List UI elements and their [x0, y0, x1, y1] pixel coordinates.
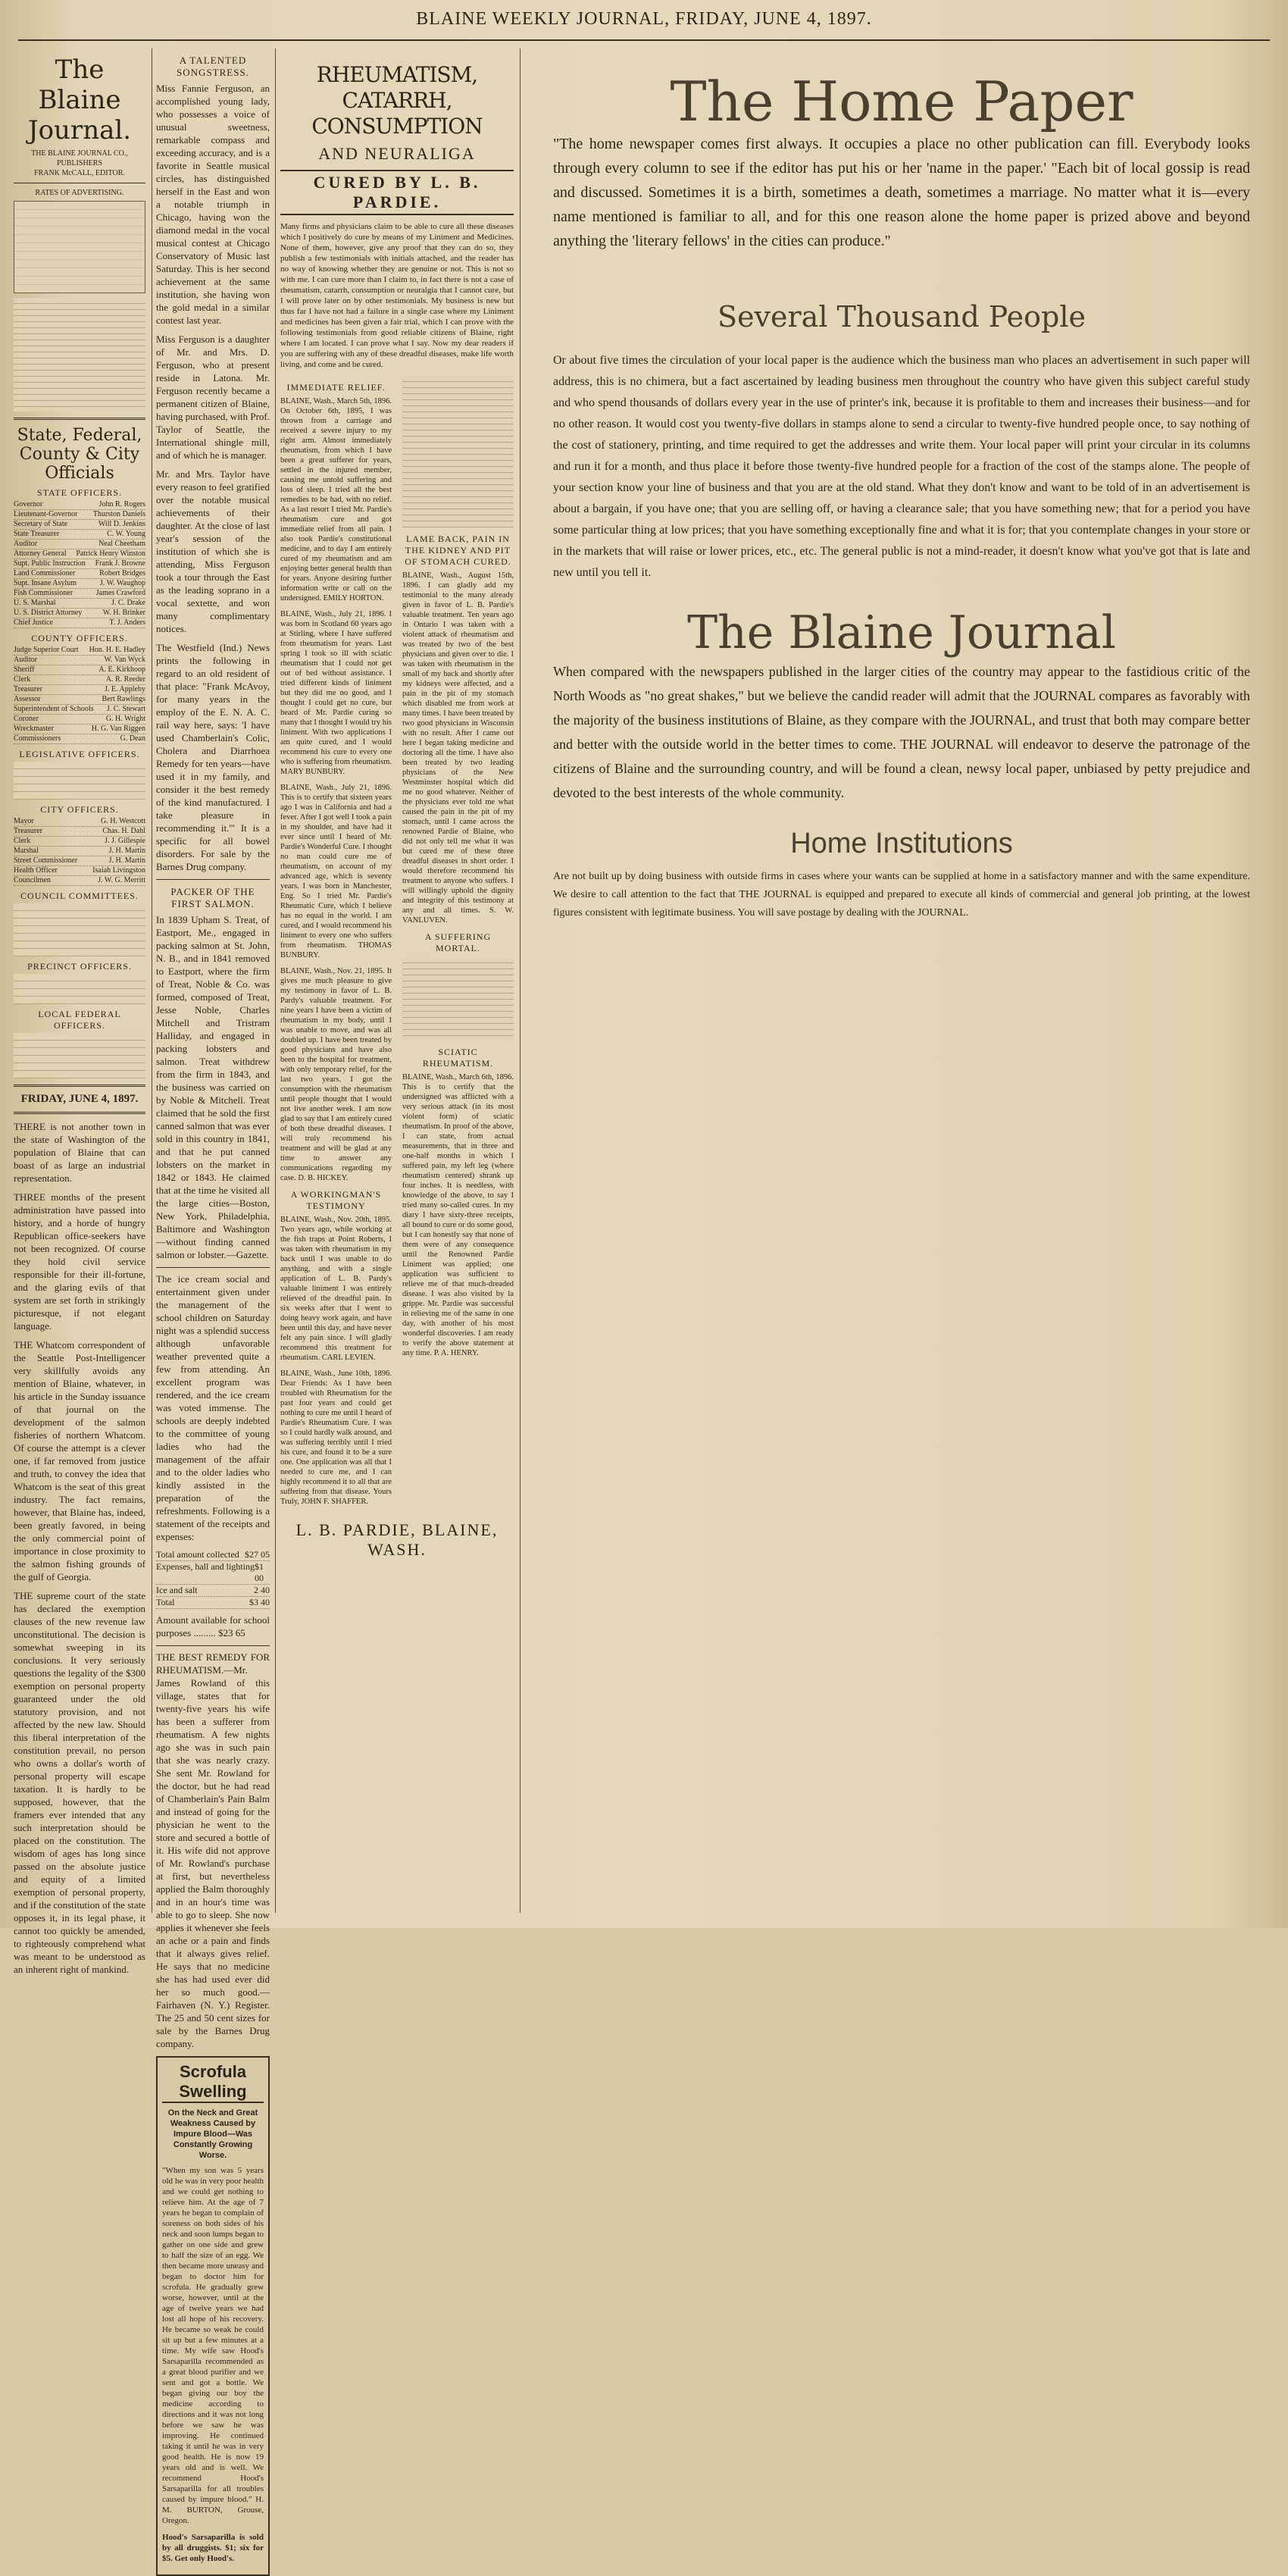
legislative-officers-heading: LEGISLATIVE OFFICERS.	[19, 749, 140, 759]
paper-title: The Blaine Journal.	[27, 55, 132, 146]
office-row: Mayor G. H. Westcott	[14, 817, 145, 825]
office-row: Councilmen J. W. G. Merritt	[14, 876, 145, 884]
committees-list	[14, 903, 145, 956]
legislative-list	[14, 762, 145, 800]
testimonial-heading: A SUFFERING MORTAL.	[424, 931, 492, 953]
ad-title: Scrofula Swelling	[162, 2062, 264, 2103]
ad-subheadline: AND NEURALIGA	[318, 144, 476, 163]
receipts-table	[156, 1549, 270, 1609]
office-row: Coroner G. H. Wright	[14, 715, 145, 723]
office-row: Wreckmaster H. G. Van Riggen	[14, 725, 145, 733]
office-row: Fish Commissioner James Crawford	[14, 589, 145, 597]
office-row: Marshal J. H. Martin	[14, 847, 145, 855]
blaine-journal-heading: The Blaine Journal	[687, 606, 1116, 659]
rates-heading: RATES OF ADVERTISING.	[35, 189, 124, 197]
office-row: U. S. District Attorney W. H. Brinker	[14, 609, 145, 617]
divider	[156, 1645, 270, 1646]
home-paper-quote: "The home newspaper comes first always. It occupies a place no other publication can fill. Everybody looks through every column to see if the editor has put his or her 'name in the paper.' "Each bit of local gossip is read and discussed. Sometimes it is a birth, sometimes a death, sometimes a marriage. No matter what it is—every name mentioned is familiar to all, and for this one reason alone the home paper is prized above and beyond anything the 'literary fellows' in the cities can produce."	[553, 136, 1250, 249]
article-paragraph: Miss Ferguson is a daughter of Mr. and Mrs. D. Ferguson, who at present reside in Latona. Mr. Ferguson recently became a permanent citizen of Blaine, having purchased, with Prof. Taylor of Seattle, the International shingle mill, and of which he is manager.	[156, 333, 270, 461]
office-row: Treasurer J. E. Appleby	[14, 685, 145, 693]
testimonial-column-right	[402, 376, 514, 1513]
ad-intro: Many firms and physicians claim to be able to cure all these diseases which I positively do cure by means of my Liniment and Medicines. None of them, however, give any proof that they can do so, they publish a few testimonials with initials attached, and the reader has no way of knowing whether they are genuine or not. This is not so with me. I can cure more than I claim to, in fact there is not a case of rheumatism, catarrh, consumption or neuralgia that I cannot cure, but I will prove later on by other testimonials. My business is new but thus far I have not had a failure in a single case where my Liniment and medicines has been given a fair trial, which I can prove with the following testimonials from good reliable citizens of Blaine, right where I am located. I can prove what I say. Now my dear readers if you are suffering with any of these dreadful diseases, make life worth living, and come and be cured.	[280, 222, 514, 369]
divider	[14, 1112, 145, 1114]
testimonial-columns	[280, 376, 514, 1513]
several-thousand-heading: Several Thousand People	[717, 300, 1086, 333]
office-row: Clerk A. R. Reeder	[14, 675, 145, 684]
office-row: Supt. Insane Asylum J. W. Waughop	[14, 579, 145, 587]
home-institutions-body: Are not built up by doing business with outside firms in cases where your wants can be supplied at home in a satisfactory manner and with the same expenditure. We desire to call attention to the fact that THE JOURNAL is equipped and prepared to execute all kinds of commercial and general job printing, at the lowest figures consistent with legitimate business. You will save postage by dealing with the JOURNAL.	[553, 871, 1250, 919]
ad-headline: RHEUMATISM, CATARRH, CONSUMPTION	[311, 62, 483, 139]
testimonial: BLAINE, Wash., Nov. 20th, 1895. Two years ago, while working at the fish traps at Point Roberts, I was taken with rheumatism in my back until I was unable to do anything, and with a single application of L. B. Pardy's valuable liniment I was entirely relieved of the dreadful pain. In six weeks after that I went to doing heavy work again, and have been until this day, and have never felt any pain since. I will gladly recommend this treatment for rheumatism. CARL LEVIEN.	[280, 1216, 392, 1362]
office-row: Auditor W. Van Wyck	[14, 656, 145, 664]
office-row: Treasurer Chas. H. Dahl	[14, 827, 145, 835]
scrofula-advertisement	[156, 2056, 270, 2576]
office-row: Health Officer Isaiah Livingston	[14, 866, 145, 875]
testimonial: BLAINE, Wash., June 10th, 1896. Dear Friends: As I have been troubled with Rheumatism for the past four years and could get nothing to cure me until I heard of Pardie's Rheumatism Cure. I was so I could hardly walk around, and was suffering terribly until I tried his cure, and found it to be a sure one. One application was all that I needed to cure me, and I can highly recommend it to all that are suffering from that disease. Yours Truly, JOHN F. SHAFFER.	[280, 1369, 392, 1506]
precinct-list	[14, 974, 145, 1004]
several-thousand-body: Or about five times the circulation of your local paper is the audience which the business man who places an advertisement in such paper will address, this is no chimera, but a fact ascertained by leading business men throughout the country who have given this subject careful study and who spend thousands of dollars every year in the use of printer's ink, because it is profitable to them and increases their business—and for no other reason. It would cost you twenty-five dollars in stamps alone to send a circular to twenty-five hundred people once, to say nothing of the cost of stationery, printing, and time required to get the addresses and write them. Your local paper will print your circular in its columns and run it for a month, and thus place it before those twenty-five hundred people for a fraction of the cost of the stamps alone. The people of your section know your line of business and that you are at the old stand. What they don't know and want to be told of in an advertisement is about a bargain, if you have one; that you are selling off, or having a clearance sale; that you have something new; that for a period you have some particular thing at low prices; that you have something exceptionally fine and what it is for; that you contemplate changes in your store or in the markets that will raise or lower prices, etc., etc. The general public is not a mind-reader, it doesn't know what you've got that is late and new until you tell it.	[553, 354, 1250, 579]
office-row: Sheriff A. E. Kirkhoop	[14, 665, 145, 674]
testimonial-heading: IMMEDIATE RELIEF.	[286, 382, 386, 393]
office-row: Clerk J. J. Gillespie	[14, 837, 145, 845]
article-paragraph: Mr. and Mrs. Taylor have every reason to feel gratified over the notable musical achievements of their daughter. At the close of last year's session of the institution of which she is attending, Miss Ferguson took a tour through the East as the leading soprano in a vocal sextette, and won many complimentary notices.	[156, 468, 270, 634]
office-row: Superintendent of Schools J. C. Stewart	[14, 705, 145, 713]
publisher-line: THE BLAINE JOURNAL CO., PUBLISHERS	[31, 149, 128, 167]
testimonial: BLAINE, Wash., July 21, 1896. I was born in Scotland 60 years ago at Stirling, where I have suffered from rheumatism for years. Last spring I took so ill with sciatic rheumatism that I could not get out of bed without assistance. I tried different kinds of liniment but they did me no good, and I thought I could get no cure, but heard of Mr. Pardie curing so many that I thought I would try his liniment. With two applications I am quite cured, and I would recommend his cure to every one who is suffering from rheumatism. MARY BUNBURY.	[280, 610, 392, 776]
council-committees-heading: COUNCIL COMMITTEES.	[20, 890, 139, 901]
rates-table	[14, 201, 145, 293]
masthead-rule	[18, 39, 1270, 41]
column-2	[156, 49, 270, 2563]
office-row: Chief Justice T. J. Anders	[14, 618, 145, 627]
office-row: Commissioners G. Dean	[14, 734, 145, 743]
testimonial: BLAINE, Wash., Nov. 21, 1895. It gives me much pleasure to give my testimony in favor of L. B. Pardy's valuable treatment. For nine years I have been a victim of rheumatism in my body, until I was unable to move, and was all doubled up. I have been treated by good physicians and have also been to the hospital for treatment, with only temporary relief, for the last two years. I got the consumption with the rheumatism until people thought that I would not live another week. I am now glad to say that I am entirely cured of both these dreadful diseases. I will truly recommend his treatment and will be glad at any time to answer any communications regarding my case. D. B. HICKEY.	[280, 967, 392, 1182]
precinct-officers-heading: PRECINCT OFFICERS.	[27, 961, 132, 972]
article-paragraph: The Westfield (Ind.) News prints the following in regard to an old resident of that place: "Frank McAvoy, for many years in the employ of the E. N. A. C. rail way here, says: 'I have used Chamberlain's Colic, Cholera and Diarrhoea Remedy for ten years—have used it in my family, and consider it the best remedy of the kind manufactured. I take pleasure in recommending it.'" It is a specific for all bowel disorders. For sale by the Barnes Drug company.	[156, 642, 270, 872]
office-row: Supt. Public Instruction Frank J. Browne	[14, 559, 145, 568]
city-officers-heading: CITY OFFICERS.	[40, 804, 119, 815]
city-officers-list	[14, 817, 145, 886]
state-officers-list	[14, 500, 145, 628]
ad-subtitle: On the Neck and Great Weakness Caused by Impure Blood—Was Constantly Growing Worse.	[167, 2108, 258, 2160]
article-paragraph: In 1839 Upham S. Treat, of Eastport, Me., engaged in packing salmon at St. John, N. B., and in 1841 removed to Eastport, where the firm of Treat, Noble & Co. was formed, composed of Treat, Jesse Noble, Charles Mitchell and Tristram Halliday, and engaged in packing lobsters and salmon. Treat withdrew from the firm in 1843, and the business was carried on by Noble & Mitchell. Treat claimed that he sold the first canned salmon that was ever sold in this country in 1841, and that he put canned lobsters on the market in 1842 or 1843. He claimed that at the time he visited all the large cities—Boston, New York, Philadelphia, Baltimore and Washington—without finding canned salmon or lobster.—Gazette.	[156, 914, 270, 1260]
fine-print-testimonial	[402, 957, 514, 1041]
testimonial-heading: LAME BACK, PAIN IN THE KIDNEY AND PIT OF STOMACH CURED.	[405, 534, 511, 567]
office-row: U. S. Marshal J. C. Drake	[14, 599, 145, 607]
article-heading: A TALENTED SONGSTRESS.	[177, 55, 249, 78]
ad-cured-banner: CURED BY L. B. PARDIE.	[280, 170, 514, 215]
divider	[14, 1085, 145, 1087]
article-paragraph: Amount available for school purposes ......... $23 65	[156, 1614, 270, 1639]
divider	[156, 1267, 270, 1268]
testimonial: BLAINE, Wash., March 6th, 1896. This is to certify that the undersigned was afflicted with a very serious attack (in its most violent form) of sciatic rheumatism. In proof of the above, I can state, from actual measurements, that in three and one-half months in which I suffered pain, my left leg (where rheumatism centered) shrank up four inches. It is needless, with knowledge of the above, to say I tried many so-called cures. In my diary I have sixty-three receipts, all bound to cure or do some good, but I can honestly say that none of them were of any consequence until the Renowned Pardie Liniment was applied; one application was sufficient to relieve me of that much-dreaded disease. I was also visited by la grippe. Mr. Pardie was successful in relieving me of the same in one day, with another of his most wonderful discoveries. I am ready to verify the above statement at any time. P. A. HENRY.	[402, 1073, 514, 1357]
office-row: Land Commissioner Robert Bridges	[14, 569, 145, 577]
article-heading: PACKER OF THE FIRST SALMON.	[170, 886, 255, 909]
receipt-row: Total amount collected $27 05	[156, 1549, 270, 1560]
ad-body: "When my son was 5 years old he was in very poor health and we could get nothing to relieve him. At the age of 7 years he began to complain of soreness on both sides of his neck and soon lumps began to gather on one side and grew to half the size of an egg. We then became more uneasy and began to doctor him for scrofula. He gradually grew worse, however, until at the age of twelve years we had lost all hope of his recovery. He became so weak he could sit up but a few minutes at a time. My wife saw Hood's Sarsaparilla recommended as a great blood purifier and we sent and got a bottle. We began giving our boy the medicine according to directions and it was not long before we saw he was improving. He continued taking it until he was in very good health. He is now 19 years old and is well. We recommend Hood's Sarsaparilla for all troubles caused by impure blood." H. M. BURTON, Grouse, Oregon.	[162, 2166, 264, 2525]
receipt-row: Expenses, hall and lighting $1 00	[156, 1561, 270, 1585]
blaine-journal-body: When compared with the newspapers published in the larger cities of the country may appear to the fastidious critic of the North Woods as "no great shakes," but we believe the candid reader will admit that the JOURNAL compares as favorably with the majority of the business institutions of Blaine, as they compare with the JOURNAL, and trust that both may compare better and better with the outside world in the better times to come. THE JOURNAL will endeavor to deserve the patronage of the citizens of Blaine and the surrounding country, and will be found a clean, newsy local paper, unbiased by petty prejudice and devoted to the best interests of the whole community.	[553, 664, 1250, 800]
office-row: Auditor Neal Cheetham	[14, 540, 145, 548]
office-row: Secretary of State Will D. Jenkins	[14, 520, 145, 528]
fine-print-testimonials	[402, 376, 514, 527]
editorial-paragraph: THREE months of the present administration have passed into history, and a horde of hungry Republican office-seekers have not been recognized. Of course they hold civil service responsible for their ill-fortune, and the glaring evils of that system are set forth in strikingly picturesque, if not elegant language.	[14, 1191, 145, 1332]
article-paragraph: THE BEST REMEDY FOR RHEUMATISM.—Mr. James Rowland of this village, states that for twenty-five years his wife has been a sufferer from rheumatism. A few nights ago she was in such pain that she was nearly crazy. She sent Mr. Rowland for the doctor, but he had read of Chamberlain's Pain Balm and instead of going for the physician he went to the store and secured a bottle of it. His wife did not approve of Mr. Rowland's purchase at first, but nevertheless applied the Balm thoroughly and in an hour's time was able to go to sleep. She now applies it whenever she feels an ache or a pain and finds that it always gives relief. He says that no medicine she has had used ever did her so much good.—Fairhaven (N. Y.) Register. The 25 and 50 cent sizes for sale by the Barnes Drug company.	[156, 1651, 270, 2049]
office-row: Lieutenant-Governor Thurston Daniels	[14, 510, 145, 518]
dateline: FRIDAY, JUNE 4, 1897.	[20, 1093, 139, 1105]
article-paragraph: Miss Fannie Ferguson, an accomplished young lady, who possesses a voice of unusual sweetness, remarkable compass and exceeding accuracy, and is a favorite in Seattle musical circles, has distinguished herself in the East and won a notable triumph in Chicago, having won the diamond medal in the vocal musical contest at Chicago Conservatory of Music last Saturday. This is her second achievement at the same institution, she having won the gold medal in a similar contest last year.	[156, 83, 270, 326]
county-officers-heading: COUNTY OFFICERS.	[31, 633, 128, 643]
column-4	[530, 49, 1273, 1913]
editorial-paragraph: THE Whatcom correspondent of the Seattle Post-Intelligencer very skillfully avoids any mention of Blaine, whatever, in his article in the Sunday issuance of that journal on the development of the salmon fisheries of northern Whatcom. Of course the attempt is a clever one, if far removed from justice and truth, to convey the idea that Whatcom is the seat of this great industry. The fact remains, however, that Blaine has, indeed, been greatly favored, in being the only commercial point of importance in close proximity to the salmon fishing grounds of the gulf of Georgia.	[14, 1339, 145, 1582]
ad-footer-name: L. B. PARDIE, BLAINE, WASH.	[295, 1520, 499, 1559]
column-rule	[275, 49, 276, 1913]
officials-heading: State, Federal, County & City Officials	[17, 426, 142, 483]
column-rule	[520, 49, 521, 1913]
article-paragraph: The ice cream social and entertainment given under the management of the school children on Saturday night was a splendid success although unfavorable weather prevented quite a few from attending. An excellent program was rendered, and the ice cream was voted immense. The schools are deeply indebted to the committee of young ladies who had the management of the affair and to the older ladies who kindly assisted in the preparation of the refreshments. Following is a statement of the receipts and expenses:	[156, 1273, 270, 1542]
testimonial: BLAINE, Wash., August 15th, 1896. I can gladly add my testimonial to the many already given in favor of L. B. Pardie's valuable treatment. Ten years ago in Ontario I was taken with a violent attack of rheumatism and was treated by two of the best physicians and given over to die. I was taken with rheumatism in the small of my back and shortly after my kidneys were affected, and a pain in the pit of my stomach which disabled me from work at many times. I have been treated by two good physicians in Wisconsin with no result. After I came out here I began taking medicine and doctoring all the time. I have also been treated by two leading physicians of the New Westminster hospital which did me no good whatever. Neither of the physicians ever told me what caused the pain in the pit of my stomach, until I came across the renowned Pardie of Blaine, who did not only tell me what it was but cured me of these three dreadful diseases in short order. I would therefore recommend his treatment to anyone who suffers. I will willingly uphold the dignity and integrity of this testimony at any and all times. S. W. VANLUVEN.	[402, 571, 514, 925]
office-row: Attorney General Patrick Henry Winston	[14, 549, 145, 558]
state-officers-heading: STATE OFFICERS.	[36, 487, 123, 498]
county-officers-list	[14, 646, 145, 744]
office-row: Judge Superior Court Hon. H. E. Hadley	[14, 646, 145, 654]
ad-footer: Hood's Sarsaparilla is sold by all druggists. $1; six for $5. Get only Hood's.	[162, 2533, 264, 2563]
column-3-pardie-advertisement	[280, 49, 514, 1913]
divider	[14, 418, 145, 420]
office-row: Governor John R. Rogers	[14, 500, 145, 509]
home-paper-heading: The Home Paper	[670, 70, 1133, 133]
federal-list	[14, 1033, 145, 1078]
testimonial-heading: SCIATIC RHEUMATISM.	[422, 1047, 494, 1069]
receipt-row: Ice and salt 2 40	[156, 1585, 270, 1595]
editorial-paragraph: THERE is not another town in the state of Washington of the population of Blaine that can boast of as large an industrial representation.	[14, 1121, 145, 1184]
testimonial: BLAINE, Wash., March 5th, 1896. On October 6th, 1895, I was thrown from a carriage and received a severe injury to my right arm. Almost immediately rheumatism, from which I have been a great sufferer for years, settled in the injured member, causing me untold suffering and loss of sleep. I tried all the best remedies to be had, with no relief. As a last resort I tried Mr. Pardie's rheumatism cure and got immediate relief from all pain. I also took Pardie's constitutional medicine, and to day I am entirely cured of my rheumatism and am enjoying better general health than for years. Anyone desiring further information write or call on the undersigned. EMILY HORTON.	[280, 397, 392, 603]
testimonial-heading: A WORKINGMAN'S TESTIMONY	[290, 1189, 382, 1211]
office-row: Street Commissioner J. H. Martin	[14, 856, 145, 865]
editorial-paragraph: THE supreme court of the state has declared the exemption clauses of the new revenue law unconstitutional. The decision is somewhat sweeping in its conclusions. It very seriously questions the legality of the $300 exemption on personal property guaranteed under the old statutory provision, and not affected by the new law. Should this liberal interpretation of the constitution prevail, no person who owns a dollar's worth of personal property will escape taxation. It is hardly to be supposed, however, that the framers ever intended that any such interpretation should be placed on the constitution. The wisdom of ages has long since passed on the absolute justice and equity of a limited exemption of personal property, and if the constitution of the state opposes it, in its legal phase, it cannot too quickly be amended, to righteously comprehend what was meant to be understood as an inherent right of mankind.	[14, 1590, 146, 1975]
editor-line: FRANK McCALL, EDITOR.	[34, 169, 125, 177]
home-institutions-heading: Home Institutions	[790, 828, 1013, 859]
column-1	[14, 49, 146, 1975]
federal-officers-heading: LOCAL FEDERAL OFFICERS.	[38, 1009, 121, 1031]
office-row: Assessor Bert Rawlings	[14, 695, 145, 703]
fine-print-block	[14, 298, 145, 412]
receipt-row: Total $3 40	[156, 1597, 270, 1607]
testimonial: BLAINE, Wash., July 21, 1896. This is to certify that sixteen years ago I was in California and had a fever. After I got well I took a pain in my shoulder, and have had it ever since until I heard of Mr. Pardie's Wonderful Cure. I thought no man could cure me of rheumatism, on account of my advanced age, which is seventy years. I was born in Manchester, Eng. So I tried Mr. Pardie's Rheumatic Cure, which I believe has no equal in the world. I am cured, and I would recommend his liniment to every one who suffers from rheumatism. THOMAS BUNBURY.	[280, 784, 392, 959]
office-row: State Treasurer C. W. Young	[14, 530, 145, 538]
masthead: BLAINE WEEKLY JOURNAL, FRIDAY, JUNE 4, 1897.	[416, 9, 872, 29]
testimonial-column-left	[280, 376, 392, 1513]
divider	[156, 879, 270, 880]
